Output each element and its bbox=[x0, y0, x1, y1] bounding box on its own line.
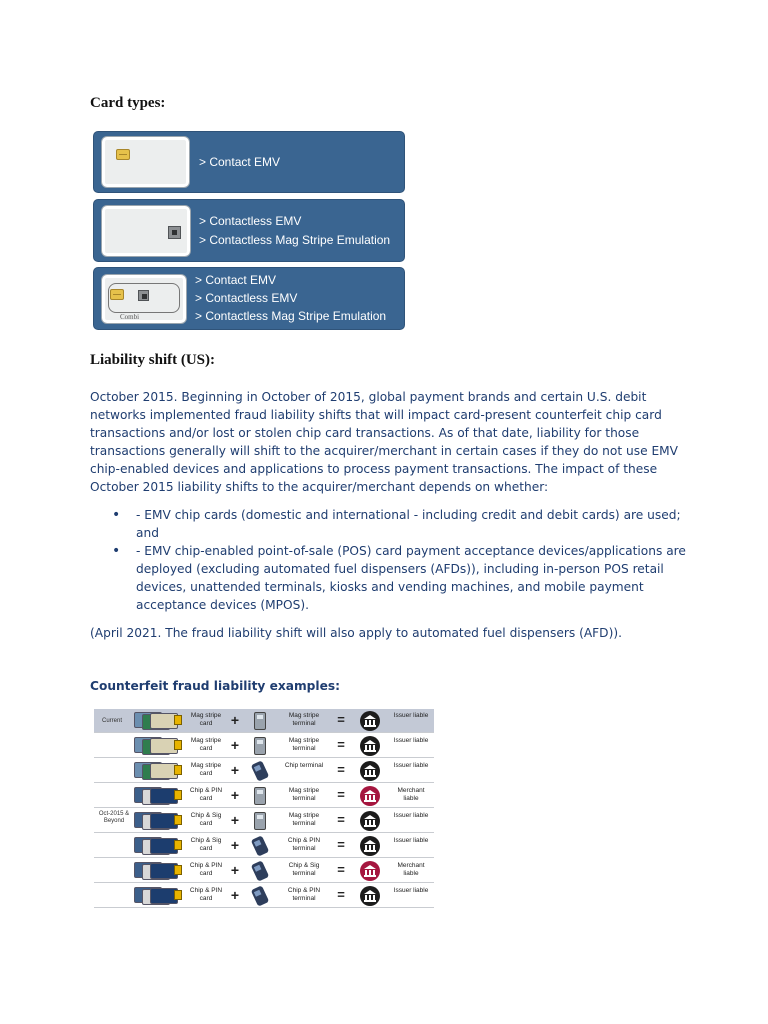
card-feature: > Contactless EMV bbox=[199, 214, 302, 228]
april-2021-note: (April 2021. The fraud liability shift will also apply to automated fuel dispensers (AFD)). bbox=[90, 626, 622, 640]
chip-terminal-icon bbox=[251, 860, 269, 881]
equals-sign: = bbox=[337, 887, 345, 902]
card-stack-icon bbox=[134, 737, 180, 755]
card-type-cell: Chip & Sig card bbox=[190, 837, 222, 852]
terminal-type-cell: Chip & PIN terminal bbox=[287, 837, 321, 852]
table-row bbox=[94, 834, 434, 858]
chip-icon bbox=[110, 289, 124, 300]
liability-shift-heading: Liability shift (US): bbox=[90, 352, 216, 368]
liability-cell: Merchant liable bbox=[397, 862, 425, 877]
plus-sign: + bbox=[230, 762, 240, 778]
card-feature: > Contact EMV bbox=[199, 155, 281, 169]
plus-sign: + bbox=[230, 737, 240, 753]
table-row bbox=[94, 809, 434, 833]
list-item: • - EMV chip-enabled point-of-sale (POS) card payment acceptance devices/applications are deployed (excluding automated fuel dispensers (AFDs)), including in-person POS retail devices, unattended terminals, kiosks and vending machines, and mobile payment acceptance devices (MPOS). bbox=[90, 542, 690, 614]
terminal-type-cell: Mag stripe terminal bbox=[288, 787, 320, 802]
card-feature: > Contactless EMV bbox=[195, 291, 298, 305]
liability-cell: Issuer liable bbox=[393, 712, 429, 719]
group-label-future: Oct-2015 & Beyond bbox=[98, 811, 130, 824]
chip-icon bbox=[116, 149, 130, 160]
terminal-type-cell: Chip & PIN terminal bbox=[287, 887, 321, 902]
terminal-type-cell: Chip & Sig terminal bbox=[288, 862, 320, 877]
card-feature: > Contactless Mag Stripe Emulation bbox=[199, 233, 391, 247]
combi-label: Combi bbox=[120, 313, 140, 321]
card-stack-icon bbox=[134, 762, 180, 780]
terminal-type-cell: Mag stripe terminal bbox=[288, 812, 320, 827]
liability-cell: Issuer liable bbox=[393, 762, 429, 769]
counterfeit-heading: Counterfeit fraud liability examples: bbox=[90, 679, 340, 693]
chip-terminal-icon bbox=[251, 760, 269, 781]
liability-cell: Issuer liable bbox=[393, 837, 429, 844]
mag-terminal-icon bbox=[254, 787, 266, 805]
mag-terminal-icon bbox=[254, 712, 266, 730]
plus-sign: + bbox=[230, 812, 240, 828]
card-feature: > Contact EMV bbox=[195, 273, 277, 287]
contactless-chip-icon bbox=[168, 226, 181, 239]
chip-terminal-icon bbox=[251, 835, 269, 856]
table-row bbox=[94, 709, 434, 733]
issuer-bank-icon bbox=[360, 886, 380, 906]
card-feature: > Contactless Mag Stripe Emulation bbox=[195, 309, 387, 323]
contact-card-icon bbox=[101, 136, 190, 188]
equals-sign: = bbox=[337, 712, 345, 727]
merchant-bank-icon bbox=[360, 861, 380, 881]
equals-sign: = bbox=[337, 837, 345, 852]
terminal-type-cell: Mag stripe terminal bbox=[288, 712, 320, 727]
liability-cell: Issuer liable bbox=[393, 887, 429, 894]
equals-sign: = bbox=[337, 787, 345, 802]
plus-sign: + bbox=[230, 712, 240, 728]
issuer-bank-icon bbox=[360, 761, 380, 781]
table-row bbox=[94, 734, 434, 758]
equals-sign: = bbox=[337, 862, 345, 877]
table-row bbox=[94, 759, 434, 783]
issuer-bank-icon bbox=[360, 836, 380, 856]
conditions-list bbox=[90, 506, 690, 614]
card-type-cell: Mag stripe card bbox=[190, 712, 222, 727]
liability-cell: Issuer liable bbox=[393, 737, 429, 744]
plus-sign: + bbox=[230, 787, 240, 803]
card-stack-icon bbox=[134, 887, 180, 905]
card-types-heading: Card types: bbox=[90, 95, 166, 111]
list-item: • - EMV chip cards (domestic and international - including credit and debit cards) are used; and bbox=[90, 506, 690, 542]
card-type-cell: Mag stripe card bbox=[190, 737, 222, 752]
table-row bbox=[94, 859, 434, 883]
mag-terminal-icon bbox=[254, 812, 266, 830]
issuer-bank-icon bbox=[360, 736, 380, 756]
equals-sign: = bbox=[337, 812, 345, 827]
table-row bbox=[94, 884, 434, 908]
card-type-cell: Chip & Sig card bbox=[190, 812, 222, 827]
card-stack-icon bbox=[134, 712, 180, 730]
plus-sign: + bbox=[230, 837, 240, 853]
terminal-type-cell: Chip terminal bbox=[284, 762, 324, 769]
issuer-bank-icon bbox=[360, 711, 380, 731]
card-panel-contact bbox=[93, 131, 405, 193]
card-stack-icon bbox=[134, 787, 180, 805]
card-stack-icon bbox=[134, 812, 180, 830]
combi-card-icon bbox=[101, 274, 187, 324]
card-panel-contactless bbox=[93, 199, 405, 262]
merchant-bank-icon bbox=[360, 786, 380, 806]
terminal-type-cell: Mag stripe terminal bbox=[288, 737, 320, 752]
contactless-card-icon bbox=[101, 205, 191, 257]
chip-terminal-icon bbox=[251, 885, 269, 906]
liability-cell: Issuer liable bbox=[393, 812, 429, 819]
issuer-bank-icon bbox=[360, 811, 380, 831]
liability-examples-table bbox=[94, 709, 434, 913]
group-label-current: Current bbox=[101, 718, 122, 724]
card-type-cell: Chip & PIN card bbox=[189, 787, 223, 802]
equals-sign: = bbox=[337, 762, 345, 777]
card-panel-combi bbox=[93, 267, 405, 330]
mag-terminal-icon bbox=[254, 737, 266, 755]
card-type-cell: Chip & PIN card bbox=[189, 887, 223, 902]
plus-sign: + bbox=[230, 862, 240, 878]
liability-cell: Merchant liable bbox=[397, 787, 425, 802]
plus-sign: + bbox=[230, 887, 240, 903]
card-type-cell: Mag stripe card bbox=[190, 762, 222, 777]
liability-paragraph: October 2015. Beginning in October of 2015, global payment brands and certain U.S. debit networks implemented fraud liability shifts that will impact card-present counterfeit chip card transactions and/or lost or stolen chip card transactions. As of that date, liability for those transactions generally will shift to the acquirer/merchant in certain cases if they do not use EMV chip-enabled devices and applications to process payment transactions. The impact of these October 2015 liability shifts to the acquirer/merchant depends on whether: bbox=[90, 390, 678, 494]
equals-sign: = bbox=[337, 737, 345, 752]
table-row bbox=[94, 784, 434, 808]
card-type-cell: Chip & PIN card bbox=[189, 862, 223, 877]
card-stack-icon bbox=[134, 837, 180, 855]
contactless-chip-icon bbox=[138, 290, 149, 301]
card-stack-icon bbox=[134, 862, 180, 880]
